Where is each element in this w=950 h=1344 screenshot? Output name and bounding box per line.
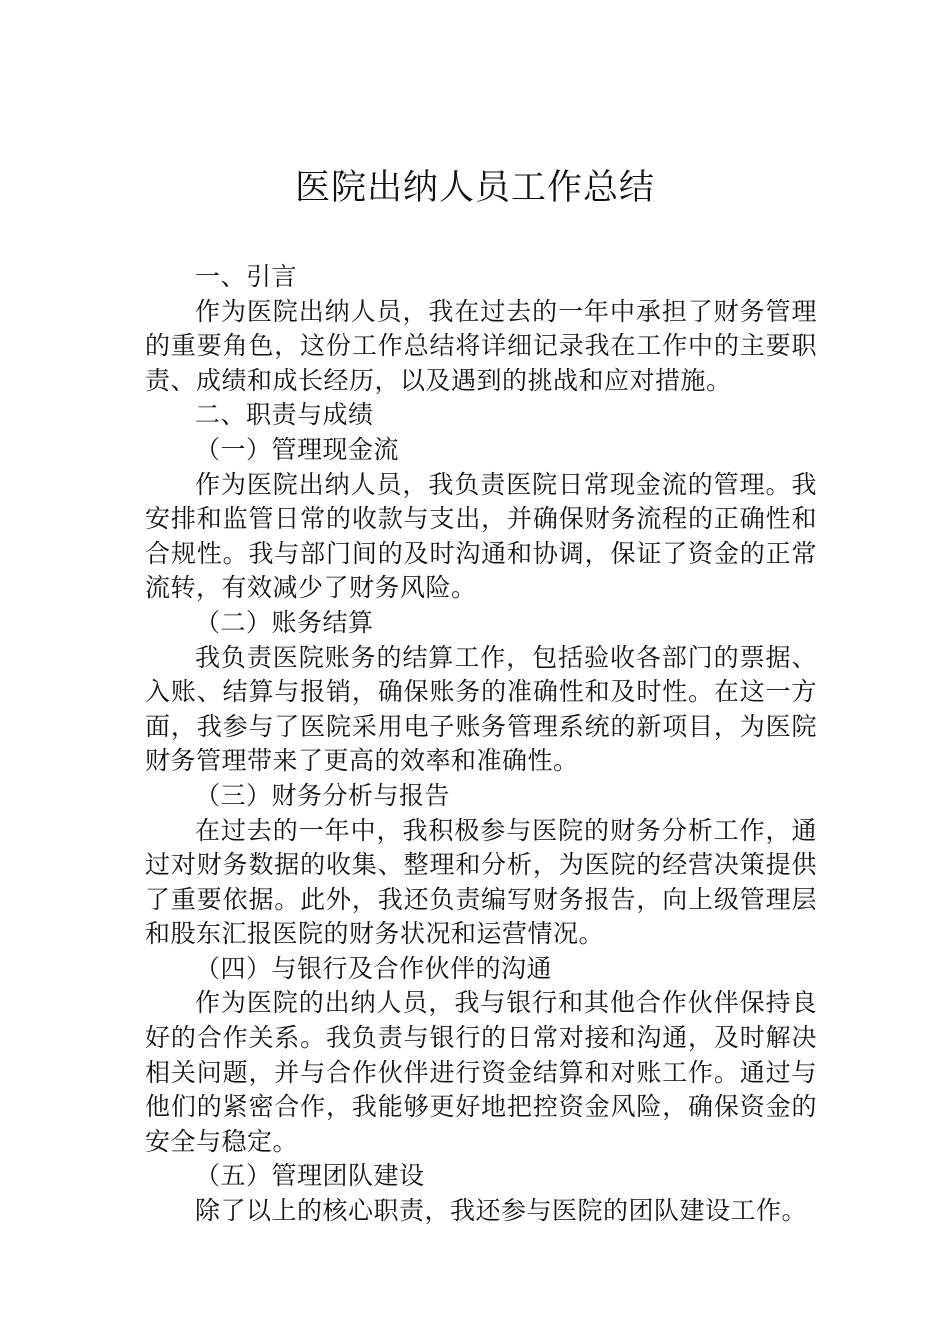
- paragraph-cash-flow: 作为医院出纳人员，我负责医院日常现金流的管理。我安排和监管日常的收款与支出，并确保财务流程的正确性和合规性。我与部门间的及时沟通和协调，保证了资金的正常流转，有效减少了财务风险。: [145, 469, 817, 603]
- subsection-heading-team-building: （五）管理团队建设: [195, 1161, 425, 1191]
- paragraph-introduction: 作为医院出纳人员，我在过去的一年中承担了财务管理的重要角色，这份工作总结将详细记录我在工作中的主要职责、成绩和成长经历，以及遇到的挑战和应对措施。: [145, 296, 817, 395]
- section-heading-duties: 二、职责与成绩: [195, 400, 374, 430]
- subsection-heading-analysis: （三）财务分析与报告: [195, 780, 451, 810]
- document-title: 医院出纳人员工作总结: [294, 168, 655, 208]
- paragraph-bank-communication: 作为医院的出纳人员，我与银行和其他合作伙伴保持良好的合作关系。我负责与银行的日常对接和沟通，及时解决相关问题，并与合作伙伴进行资金结算和对账工作。通过与他们的紧密合作，我能够更好地把控资金风险，确保资金的安全与稳定。: [145, 988, 817, 1156]
- subsection-heading-bank-communication: （四）与银行及合作伙伴的沟通: [195, 953, 553, 983]
- paragraph-team-building: 除了以上的核心职责，我还参与医院的团队建设工作。: [195, 1196, 808, 1226]
- paragraph-analysis: 在过去的一年中，我积极参与医院的财务分析工作，通过对财务数据的收集、整理和分析，为医院的经营决策提供了重要依据。此外，我还负责编写财务报告，向上级管理层和股东汇报医院的财务状况和运营情况。: [145, 815, 817, 949]
- section-heading-introduction: 一、引言: [195, 262, 298, 291]
- subsection-heading-settlement: （二）账务结算: [195, 607, 374, 637]
- document-body: [145, 260, 817, 1229]
- subsection-heading-cash-flow: （一）管理现金流: [195, 434, 400, 464]
- paragraph-settlement: 我负责医院账务的结算工作，包括验收各部门的票据、入账、结算与报销，确保账务的准确性和及时性。在这一方面，我参与了医院采用电子账务管理系统的新项目，为医院财务管理带来了更高的效率和准确性。: [145, 642, 817, 776]
